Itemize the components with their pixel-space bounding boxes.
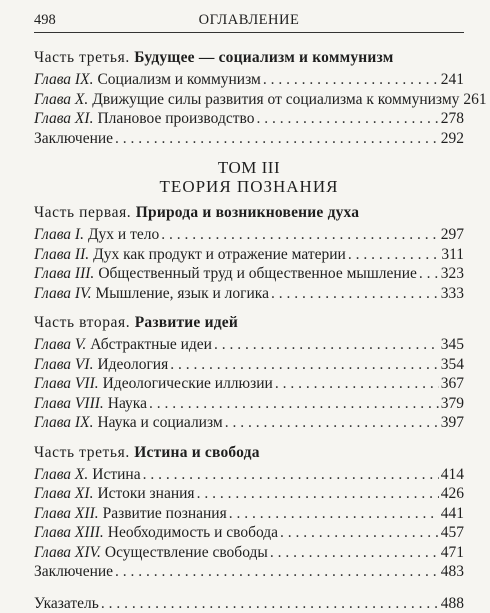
dot-leader — [225, 413, 439, 433]
entry-label — [34, 355, 168, 375]
part-heading — [34, 443, 464, 463]
entry-title: Дух и тело — [88, 226, 159, 243]
part-heading — [34, 313, 464, 333]
entry-page: 261 — [463, 90, 486, 110]
toc-entry[interactable] — [34, 355, 464, 375]
dot-leader — [149, 394, 439, 414]
entry-title: Указатель — [34, 594, 99, 613]
entry-title: Заключение — [34, 563, 113, 580]
entry-page: 441 — [441, 504, 464, 524]
entry-page: 426 — [441, 484, 464, 504]
spacer — [34, 433, 464, 439]
entry-label — [34, 484, 195, 504]
toc-entry[interactable] — [34, 129, 464, 149]
entry-page: 483 — [441, 562, 464, 582]
entry-title: Наука — [108, 395, 147, 412]
entry-title: Наука и социализм — [97, 414, 222, 431]
part-title: Природа и возникновение духа — [136, 204, 360, 221]
entry-page: 345 — [441, 335, 464, 355]
entry-label — [34, 562, 113, 582]
toc-rows — [34, 225, 464, 303]
entry-label — [34, 284, 269, 304]
entry-label — [34, 504, 227, 524]
entry-page: 367 — [441, 374, 464, 394]
dot-leader — [275, 374, 439, 394]
entry-title: Абстрактные идеи — [90, 336, 212, 353]
entry-title: Социализм и коммунизм — [97, 71, 260, 88]
chapter-number: Глава XI. — [34, 110, 93, 127]
entry-title: Осуществление свободы — [105, 544, 268, 561]
entry-page: 278 — [441, 109, 464, 129]
entry-page: 379 — [441, 394, 464, 414]
toc-rows — [34, 70, 464, 148]
dot-leader — [161, 225, 439, 245]
entry-page: 457 — [441, 523, 464, 543]
dot-leader — [170, 355, 439, 375]
entry-page: 241 — [441, 70, 464, 90]
toc-entry[interactable] — [34, 484, 464, 504]
toc-entry[interactable] — [34, 264, 464, 284]
dot-leader — [115, 562, 439, 582]
entry-title: Плановое производство — [97, 110, 254, 127]
entry-label — [34, 129, 113, 149]
toc-entry[interactable] — [34, 225, 464, 245]
dot-leader — [263, 70, 439, 90]
toc-rows — [34, 335, 464, 433]
entry-label — [34, 90, 459, 110]
chapter-number: Глава VII. — [34, 375, 99, 392]
entry-label — [34, 394, 147, 414]
dot-leader — [271, 284, 439, 304]
toc-entry[interactable] — [34, 413, 464, 433]
part-label: Часть третья. — [34, 444, 130, 461]
dot-leader — [256, 109, 438, 129]
part-heading — [34, 203, 464, 223]
entry-title: Развитие познания — [103, 505, 227, 522]
dot-leader — [229, 504, 439, 524]
toc-entry[interactable] — [34, 543, 464, 563]
entry-page: 488 — [441, 594, 464, 613]
dot-leader — [101, 594, 439, 613]
toc-entry[interactable] — [34, 465, 464, 485]
entry-page: 414 — [441, 465, 464, 485]
toc-entry[interactable] — [34, 335, 464, 355]
part-label: Часть вторая. — [34, 314, 130, 331]
part-title: Развитие идей — [135, 314, 238, 331]
dot-leader — [348, 245, 439, 265]
part-label: Часть первая. — [34, 204, 131, 221]
toc-entry[interactable] — [34, 284, 464, 304]
chapter-number: Глава X. — [34, 91, 88, 108]
chapter-number: Глава I. — [34, 226, 84, 243]
toc-entry[interactable] — [34, 70, 464, 90]
entry-title: Общественный труд и общественное мышление — [98, 265, 417, 282]
dot-leader — [143, 465, 439, 485]
running-head — [34, 8, 464, 33]
volume-title: ТЕОРИЯ ПОЗНАНИЯ — [34, 177, 464, 197]
toc-entry[interactable] — [34, 245, 464, 265]
dot-leader — [197, 484, 439, 504]
toc-entry[interactable] — [34, 90, 464, 110]
entry-page: 297 — [441, 225, 464, 245]
page-number: 498 — [34, 12, 94, 29]
chapter-number: Глава XI. — [34, 485, 93, 502]
part-label: Часть третья. — [34, 49, 130, 66]
dot-leader — [115, 129, 439, 149]
entry-title: Мышление, язык и логика — [95, 285, 269, 302]
toc-entry[interactable] — [34, 374, 464, 394]
chapter-number: Глава XIII. — [34, 524, 104, 541]
entry-page: 333 — [441, 284, 464, 304]
dot-leader — [419, 264, 439, 284]
chapter-number: Глава V. — [34, 336, 86, 353]
entry-label — [34, 374, 273, 394]
toc-entry[interactable] — [34, 504, 464, 524]
entry-page: 292 — [441, 129, 464, 149]
chapter-number: Глава IX. — [34, 71, 93, 88]
chapter-number: Глава II. — [34, 246, 89, 263]
spacer — [34, 582, 464, 594]
entry-page: 471 — [441, 543, 464, 563]
entry-title: Заключение — [34, 130, 113, 147]
entry-label — [34, 245, 346, 265]
chapter-number: Глава VI. — [34, 356, 93, 373]
entry-label — [34, 335, 212, 355]
entry-page: 323 — [441, 264, 464, 284]
toc-content — [34, 44, 464, 613]
part-heading — [34, 48, 464, 68]
volume-label: ТОМ III — [34, 158, 464, 177]
chapter-number: Глава VIII. — [34, 395, 104, 412]
entry-title: Необходимость и свобода — [108, 524, 278, 541]
entry-title: Истоки знания — [97, 485, 194, 502]
toc-entry[interactable] — [34, 109, 464, 129]
toc-rows — [34, 465, 464, 582]
entry-title: Истина — [92, 466, 140, 483]
toc-entry[interactable] — [34, 394, 464, 414]
entry-title: Дух как продукт и отражение материи — [93, 246, 346, 263]
spacer — [34, 303, 464, 309]
chapter-number: Глава XIV. — [34, 544, 101, 561]
chapter-number: Глава IV. — [34, 285, 91, 302]
chapter-number: Глава III. — [34, 265, 94, 282]
entry-label — [34, 413, 223, 433]
entry-label — [34, 70, 261, 90]
entry-page: 354 — [441, 355, 464, 375]
dot-leader — [214, 335, 439, 355]
chapter-number: Глава IX. — [34, 414, 93, 431]
entry-label — [34, 264, 417, 284]
part-title: Истина и свобода — [134, 444, 259, 461]
entry-label — [34, 109, 254, 129]
entry-label — [34, 465, 141, 485]
entry-label — [34, 225, 159, 245]
toc-entry-index[interactable] — [34, 594, 464, 613]
entry-page: 311 — [441, 245, 464, 265]
entry-label — [34, 543, 268, 563]
entry-page: 397 — [441, 413, 464, 433]
dot-leader — [270, 543, 439, 563]
running-title: ОГЛАВЛЕНИЕ — [34, 12, 464, 29]
chapter-number: Глава XII. — [34, 505, 99, 522]
entry-title: Идеологические иллюзии — [103, 375, 273, 392]
toc-entry[interactable] — [34, 562, 464, 582]
part-title: Будущее — социализм и коммунизм — [134, 49, 393, 66]
entry-title: Движущие силы развития от социализма к коммунизму — [92, 91, 459, 108]
entry-title: Идеология — [97, 356, 168, 373]
chapter-number: Глава X. — [34, 466, 88, 483]
